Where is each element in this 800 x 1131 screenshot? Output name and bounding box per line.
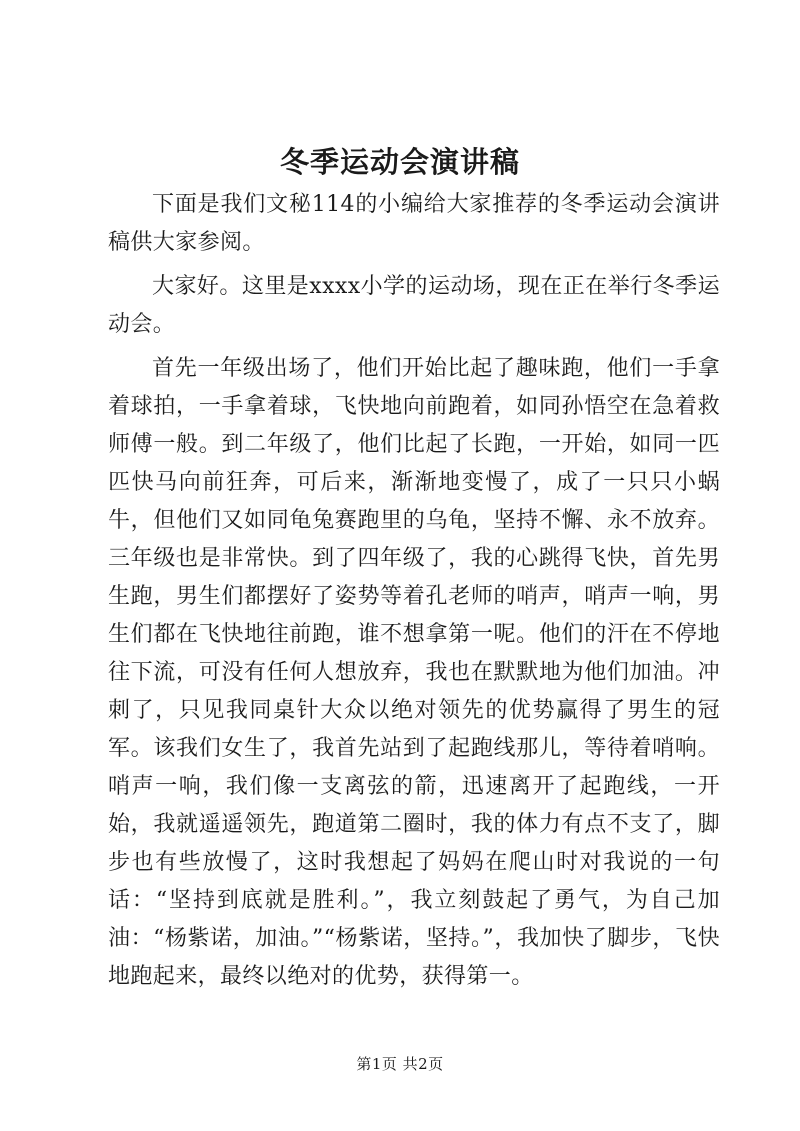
- paragraph-greeting: 大家好。这里是xxxx小学的运动场，现在正在举行冬季运动会。: [108, 274, 720, 337]
- document-title: 冬季运动会演讲稿: [279, 145, 520, 179]
- page-footer: 第1页 共2页: [356, 1055, 444, 1073]
- paragraph-main: 首先一年级出场了，他们开始比起了趣味跑，他们一手拿着球拍，一手拿着球，飞快地向前跑着，如同孙悟空在急着救师傅一般。到二年级了，他们比起了长跑，一开始，如同一匹匹快马向前狂奔，可后来，渐渐地变慢了，成了一只只小蜗牛，但他们又如同龟兔赛跑里的乌龟，坚持不懈、永不放弃。三年级也是非常快。到了四年级了，我的心跳得飞快，首先男生跑，男生们都摆好了姿势等着孔老师的哨声，哨声一响，男生们都在飞快地往前跑，谁不想拿第一呢。他们的汗在不停地往下流，可没有任何人想放弃，我也在默默地为他们加油。冲刺了，只见我同桌针大众以绝对领先的优势赢得了男生的冠军。该我们女生了，我首先站到了起跑线那儿，等待着哨响。哨声一响，我们像一支离弦的箭，迅速离开了起跑线，一开始，我就遥遥领先，跑道第二圈时，我的体力有点不支了，脚步也有些放慢了，这时我想起了妈妈在爬山时对我说的一句话：“坚持到底就是胜利。”，我立刻鼓起了勇气，为自己加油：“杨紫诺，加油。”“杨紫诺，坚持。”，我加快了脚步，飞快地跑起来，最终以绝对的优势，获得第一。: [108, 356, 720, 989]
- document-body: [108, 186, 720, 1002]
- paragraph-intro: 下面是我们文秘114的小编给大家推荐的冬季运动会演讲稿供大家参阅。: [108, 192, 720, 255]
